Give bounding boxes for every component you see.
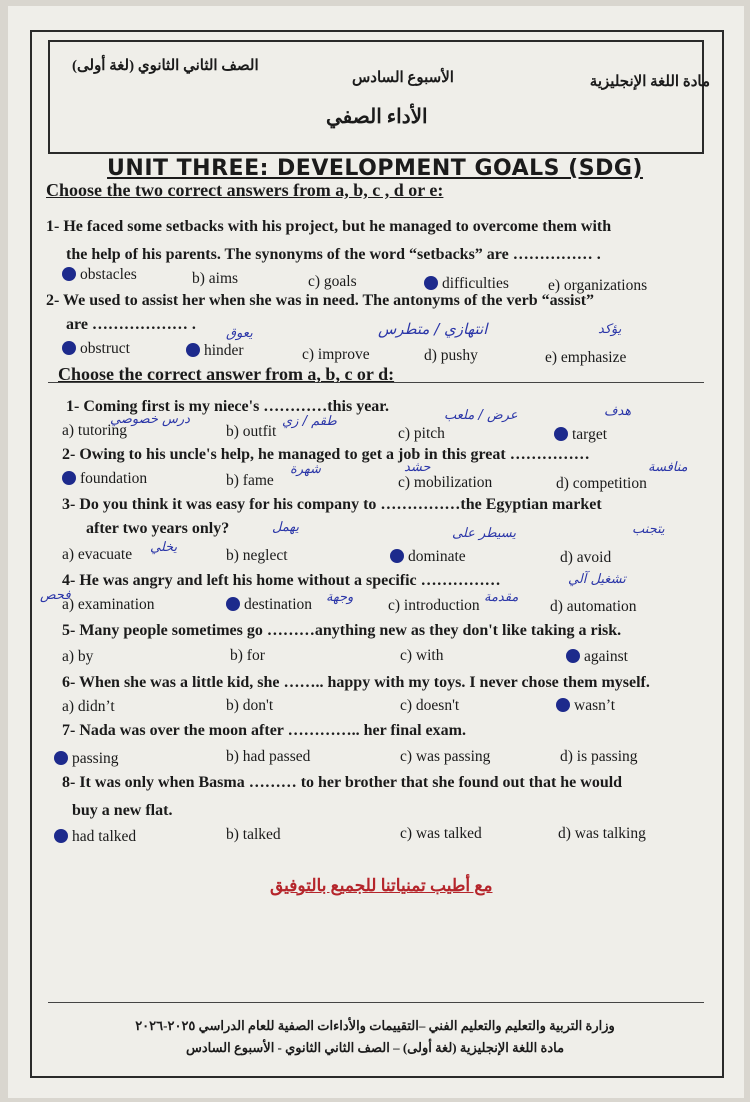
s2-q6-text: 6- When she was a little kid, she …….. happy with my toys. I never chose them myself.: [62, 674, 650, 691]
s1-q1-option-c: c) goals: [308, 273, 357, 290]
handwritten-note-dominate: يسيطر على: [452, 526, 517, 541]
header-grade: الصف الثاني الثانوي (لغة أولى): [72, 58, 259, 74]
s2-q1-option-b: b) outfit: [226, 423, 277, 440]
s2-q8-line2: buy a new flat.: [72, 802, 173, 819]
answer-dot-icon: [62, 341, 76, 355]
answer-dot-icon: [54, 751, 68, 765]
section2-instruction: Choose the correct answer from a, b, c or d:: [58, 364, 395, 384]
s2-q5-option-d: against: [566, 648, 628, 666]
s1-q1-line1: 1- He faced some setbacks with his project, but he managed to overcome them with: [46, 218, 612, 235]
s2-q8-option-b: b) talked: [226, 826, 281, 843]
s2-q4-option-d: d) automation: [550, 598, 637, 615]
s2-q5-option-b: b) for: [230, 647, 265, 664]
s2-q4-option-c: c) introduction: [388, 597, 480, 614]
handwritten-note-hinder: يعوق: [226, 326, 253, 341]
s2-q7-option-c: c) was passing: [400, 748, 491, 765]
s2-q3-option-d: d) avoid: [560, 549, 612, 566]
answer-dot-icon: [226, 597, 240, 611]
s2-q3-option-a: a) evacuate: [62, 546, 133, 563]
s1-q1-option-e: e) organizations: [548, 277, 648, 294]
s1-q1-option-a: obstacles: [62, 266, 137, 284]
s2-q5-option-a: a) by: [62, 648, 94, 665]
s1-q2-option-e: e) emphasize: [545, 349, 627, 366]
footer-divider: [48, 1002, 704, 1003]
s1-q2-option-d: d) pushy: [424, 347, 478, 364]
header-subject: مادة اللغة الإنجليزية: [589, 74, 710, 90]
handwritten-note-mobilization: حشد: [404, 460, 431, 475]
footer-line1: وزارة التربية والتعليم والتعليم الفني –التقييمات والأداءات الصفية للعام الدراسي ٢٠٢٥-٢٠٢٦: [135, 1018, 615, 1033]
s2-q2-option-c: c) mobilization: [398, 474, 493, 491]
s2-q8-line1: 8- It was only when Basma ……… to her brother that she found out that he would: [62, 774, 623, 791]
s2-q6-option-c: c) doesn't: [400, 697, 460, 714]
s2-q1-option-c: c) pitch: [398, 425, 445, 442]
handwritten-note-introduction: مقدمة: [484, 590, 519, 605]
answer-dot-icon: [390, 549, 404, 563]
handwritten-note-emphasize: يؤكد: [598, 322, 622, 337]
s2-q1-option-a: a) tutoring: [62, 422, 127, 439]
s1-q2-option-b: hinder: [186, 342, 244, 360]
answer-dot-icon: [62, 471, 76, 485]
handwritten-note-target: هدف: [604, 404, 632, 419]
handwritten-note-avoid: يتجنب: [632, 522, 665, 537]
s2-q6-option-d: wasn’t: [556, 697, 615, 715]
header-title: الأداء الصفي: [326, 106, 428, 128]
s1-q1-option-b: b) aims: [192, 270, 239, 287]
answer-dot-icon: [554, 427, 568, 441]
s2-q4-option-b: destination: [226, 596, 312, 614]
s1-q2-option-c: c) improve: [302, 346, 370, 363]
handwritten-note-pitch: عرض / ملعب: [444, 408, 518, 423]
answer-dot-icon: [62, 267, 76, 281]
answer-dot-icon: [54, 829, 68, 843]
s2-q4-text: 4- He was angry and left his home without a specific ……………: [62, 572, 501, 589]
handwritten-note-examination: فحص: [40, 588, 71, 603]
s2-q1-text: 1- Coming first is my niece's …………this year.: [66, 398, 389, 415]
s2-q3-line2: after two years only?: [86, 520, 230, 537]
unit-title: UNIT THREE: DEVELOPMENT GOALS (SDG): [107, 156, 643, 181]
handwritten-note-neglect: يهمل: [272, 520, 299, 535]
s2-q7-option-a: passing: [54, 750, 119, 768]
handwritten-note-pushy: انتهازي / متطرس: [378, 320, 488, 338]
handwritten-note-outfit: طقم / زي: [282, 414, 337, 429]
s2-q2-option-b: b) fame: [226, 472, 274, 489]
s2-q8-option-a: had talked: [54, 828, 136, 846]
handwritten-note-tutoring: درس خصوصي: [110, 412, 190, 427]
handwritten-note-fame: شهرة: [290, 462, 321, 477]
s2-q6-option-b: b) don't: [226, 697, 274, 714]
answer-dot-icon: [186, 343, 200, 357]
s1-q2-option-a: obstruct: [62, 340, 130, 358]
s2-q3-option-c: dominate: [390, 548, 466, 566]
header-week: الأسبوع السادس: [352, 70, 454, 86]
s2-q2-option-a: foundation: [62, 470, 147, 488]
s1-q1-line2: the help of his parents. The synonyms of the word “setbacks” are …………… .: [66, 246, 601, 263]
footer-line2: مادة اللغة الإنجليزية (لغة أولى) – الصف الثاني الثانوي - الأسبوع السادس: [185, 1040, 565, 1055]
s1-q1-option-d: difficulties: [424, 275, 509, 293]
s2-q6-option-a: a) didn’t: [62, 698, 115, 715]
s2-q3-option-b: b) neglect: [226, 547, 288, 564]
answer-dot-icon: [424, 276, 438, 290]
s1-q2-line2: are ……………… .: [66, 316, 196, 333]
handwritten-note-competition: منافسة: [648, 460, 688, 475]
s2-q4-option-a: a) examination: [62, 596, 155, 613]
s2-q5-text: 5- Many people sometimes go ………anything new as they don't like taking a risk.: [62, 622, 622, 639]
s2-q2-option-d: d) competition: [556, 475, 647, 492]
section1-instruction: Choose the two correct answers from a, b, c , d or e:: [46, 180, 444, 200]
s2-q3-line1: 3- Do you think it was easy for his company to ……………the Egyptian market: [62, 496, 602, 513]
s2-q2-text: 2- Owing to his uncle's help, he managed to get a job in this great ……………: [62, 446, 590, 463]
handwritten-note-evacuate: يخلي: [150, 540, 178, 555]
s2-q8-option-c: c) was talked: [400, 825, 482, 842]
answer-dot-icon: [566, 649, 580, 663]
s1-q2-line1: 2- We used to assist her when she was in need. The antonyms of the verb “assist”: [46, 292, 595, 309]
s2-q7-text: 7- Nada was over the moon after ………….. her final exam.: [62, 722, 466, 739]
handwritten-note-automation: تشغيل آلي: [568, 572, 626, 587]
s2-q7-option-b: b) had passed: [226, 748, 311, 765]
closing-wishes: مع أطيب تمنياتنا للجميع بالتوفيق: [270, 876, 493, 895]
answer-dot-icon: [556, 698, 570, 712]
s2-q5-option-c: c) with: [400, 647, 444, 664]
s2-q1-option-d: target: [554, 426, 607, 444]
handwritten-note-destination: وجهة: [326, 590, 354, 605]
s2-q7-option-d: d) is passing: [560, 748, 638, 765]
s2-q8-option-d: d) was talking: [558, 825, 646, 842]
